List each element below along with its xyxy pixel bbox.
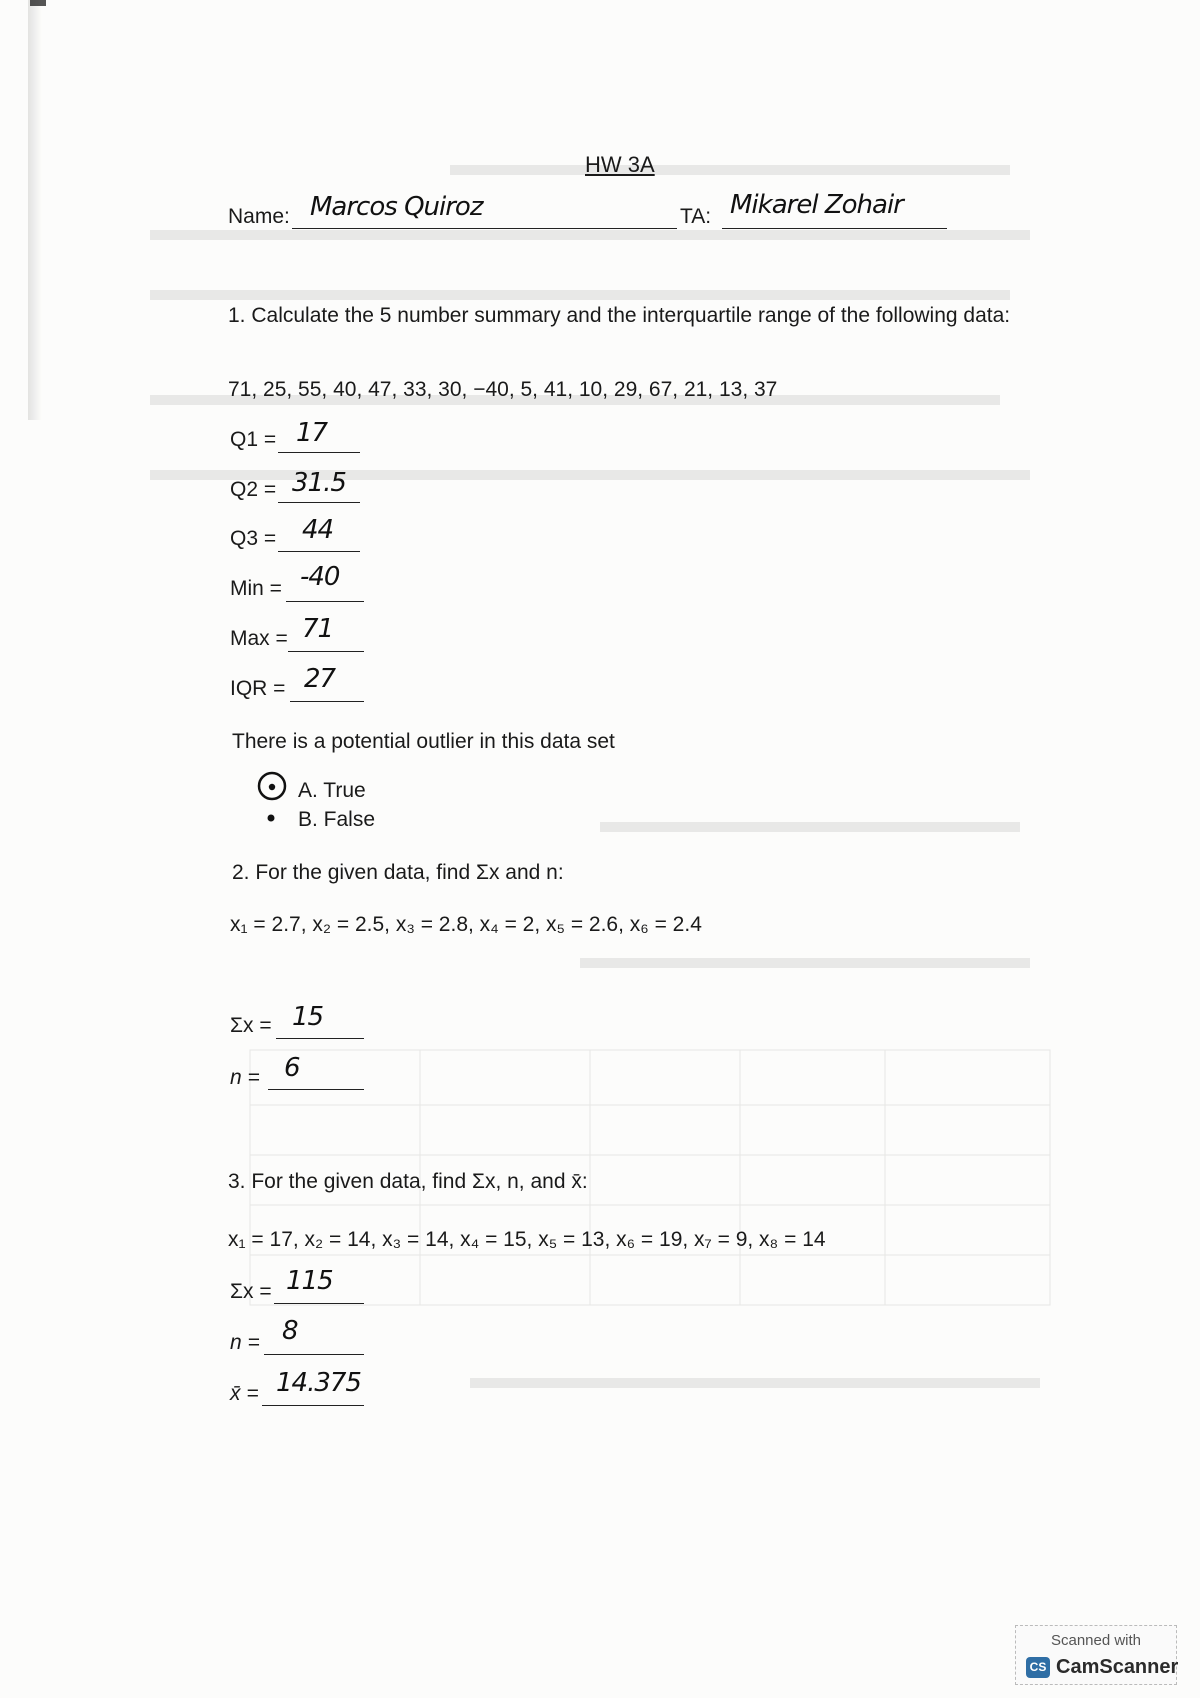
q2-sum-label: Σx = (230, 1014, 272, 1037)
min-blank (286, 601, 364, 602)
watermark-line1: Scanned with (1050, 1632, 1142, 1649)
ta-value: Mikarel Zohair (730, 190, 903, 220)
q2-sum-blank (276, 1038, 364, 1039)
q3-answer: 44 (302, 515, 334, 545)
q2-n-answer: 6 (284, 1053, 300, 1083)
option-false-label: B. False (298, 808, 376, 831)
bullet-icon (266, 813, 276, 823)
q3-blank (278, 551, 360, 552)
q2-prompt: 2. For the given data, find Σx and n: (232, 861, 564, 884)
q2-data: x₁ = 2.7, x₂ = 2.5, x₃ = 2.8, x₄ = 2, x₅ = 2.6, x₆ = 2.4 (230, 913, 702, 936)
page-title: HW 3A (585, 152, 655, 177)
q1-blank (278, 452, 360, 453)
ta-blank-line (722, 228, 947, 229)
q1-data: 71, 25, 55, 40, 47, 33, 30, −40, 5, 41, 10, 29, 67, 21, 13, 37 (228, 378, 778, 401)
option-true-label: A. True (298, 779, 366, 802)
outlier-prompt: There is a potential outlier in this data set (232, 730, 615, 753)
watermark-line2: CamScanner (1056, 1656, 1179, 1678)
max-label: Max = (230, 627, 288, 650)
ta-label: TA: (680, 205, 712, 228)
camscanner-watermark (1015, 1625, 1177, 1685)
q3-label: Q3 = (230, 527, 277, 550)
q3-sum-label: Σx = (230, 1280, 272, 1303)
q2-label: Q2 = (230, 478, 277, 501)
q2-n-blank (268, 1089, 364, 1090)
iqr-answer: 27 (304, 664, 336, 694)
q1-answer: 17 (296, 418, 328, 448)
q3-sum-answer: 115 (286, 1266, 333, 1296)
max-answer: 71 (302, 614, 334, 644)
q3-sum-blank (274, 1303, 364, 1304)
q3-n-label: n = (230, 1331, 260, 1354)
q3-mean-label: x̄ = (230, 1382, 259, 1405)
q3-mean-answer: 14.375 (276, 1368, 361, 1398)
min-answer: -40 (300, 562, 340, 592)
q1-prompt: 1. Calculate the 5 number summary and the interquartile range of the following data: (228, 304, 1011, 327)
iqr-label: IQR = (230, 677, 286, 700)
min-label: Min = (230, 577, 282, 600)
iqr-blank (290, 701, 364, 702)
q3-mean-blank (262, 1405, 364, 1406)
q3-data: x₁ = 17, x₂ = 14, x₃ = 14, x₄ = 15, x₅ = 13, x₆ = 19, x₇ = 9, x₈ = 14 (228, 1228, 826, 1251)
q2-n-label: n = (230, 1066, 260, 1089)
q3-n-answer: 8 (282, 1316, 298, 1346)
name-blank-line (292, 228, 677, 229)
q3-n-blank (264, 1354, 364, 1355)
q2-blank (278, 502, 360, 503)
q3-prompt: 3. For the given data, find Σx, n, and x̄: (228, 1170, 588, 1193)
selected-circle-icon (256, 770, 288, 802)
q2-sum-answer: 15 (292, 1002, 324, 1032)
camscanner-logo-icon: CS (1026, 1657, 1050, 1678)
max-blank (288, 651, 364, 652)
q1-label: Q1 = (230, 428, 277, 451)
name-label: Name: (228, 205, 290, 228)
q2-answer: 31.5 (292, 468, 346, 498)
name-value: Marcos Quiroz (310, 192, 483, 222)
